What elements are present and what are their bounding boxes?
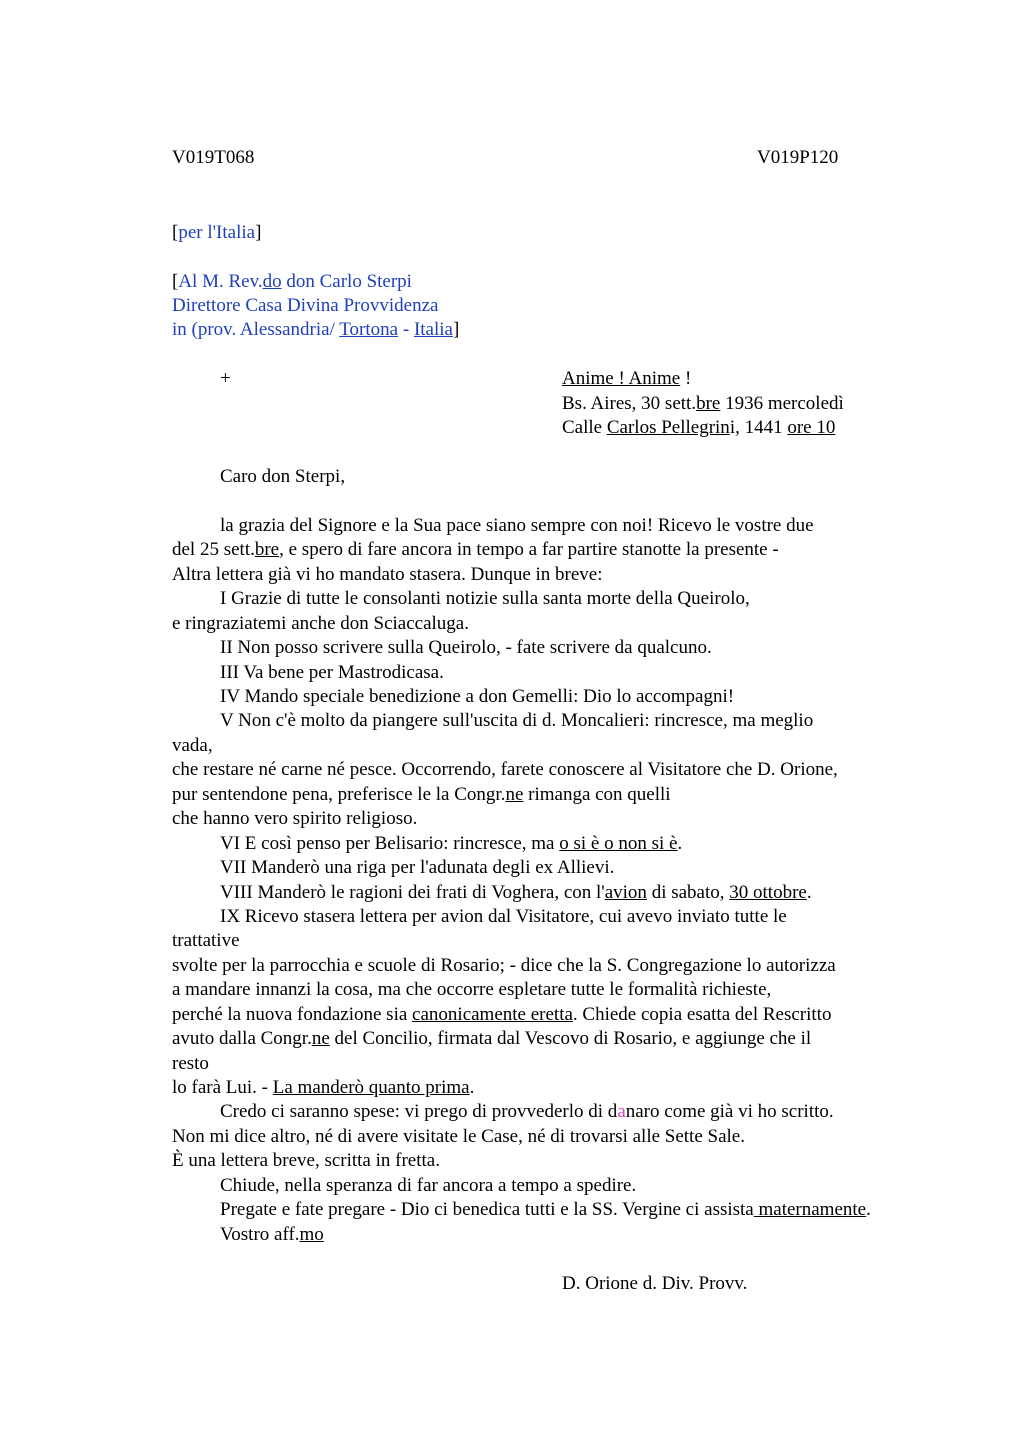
document-code-right: V019P120 bbox=[757, 147, 839, 168]
signature: D. Orione d. Div. Provv. bbox=[562, 1273, 748, 1294]
body-line: È una lettera breve, scritta in fretta. bbox=[172, 1150, 440, 1171]
body-line: pur sentendone pena, preferisce le la Congr.ne rimanga con quelli bbox=[172, 784, 671, 805]
body-line: vada, bbox=[172, 735, 213, 756]
body-line: Credo ci saranno spese: vi prego di provvederlo di danaro come già vi ho scritto. bbox=[220, 1101, 834, 1122]
body-line: Non mi dice altro, né di avere visitate le Case, né di trovarsi alle Sette Sale. bbox=[172, 1126, 745, 1147]
cross-symbol: + bbox=[220, 368, 231, 389]
salutation: Caro don Sterpi, bbox=[220, 466, 346, 487]
body-line: perché la nuova fondazione sia canonicamente eretta. Chiede copia esatta del Rescritto bbox=[172, 1004, 832, 1025]
body-line: che hanno vero spirito religioso. bbox=[172, 808, 418, 829]
letter-date: Bs. Aires, 30 sett.bre 1936 mercoledì bbox=[562, 393, 844, 414]
body-line: lo farà Lui. - La manderò quanto prima. bbox=[172, 1077, 475, 1098]
body-line: trattative bbox=[172, 930, 240, 951]
body-line: svolte per la parrocchia e scuole di Rosario; - dice che la S. Congregazione lo autorizza bbox=[172, 955, 836, 976]
body-line: a mandare innanzi la cosa, ma che occorre espletare tutte le formalità richieste, bbox=[172, 979, 772, 1000]
body-line: III Va bene per Mastrodicasa. bbox=[220, 662, 444, 683]
body-line: Altra lettera già vi ho mandato stasera. Dunque in breve: bbox=[172, 564, 603, 585]
address-line-3: in (prov. Alessandria/ Tortona - Italia] bbox=[172, 319, 460, 340]
body-line: Pregate e fate pregare - Dio ci benedica tutti e la SS. Vergine ci assista maternamente. bbox=[220, 1199, 871, 1220]
sender-address: Calle Carlos Pellegrini, 1441 ore 10 bbox=[562, 417, 836, 438]
body-line: IV Mando speciale benedizione a don Gemelli: Dio lo accompagni! bbox=[220, 686, 735, 707]
body-line: VI E così penso per Belisario: rincresce, ma o si è o non si è. bbox=[220, 833, 683, 854]
body-line: che restare né carne né pesce. Occorrendo, farete conoscere al Visitatore che D. Orione, bbox=[172, 759, 838, 780]
body-line: II Non posso scrivere sulla Queirolo, - fate scrivere da qualcuno. bbox=[220, 637, 712, 658]
address-line-1: [Al M. Rev.do don Carlo Sterpi bbox=[172, 271, 412, 292]
body-line: e ringraziatemi anche don Sciaccaluga. bbox=[172, 613, 469, 634]
body-line: del 25 sett.bre, e spero di fare ancora in tempo a far partire stanotte la presente - bbox=[172, 539, 779, 560]
motto: Anime ! Anime ! bbox=[562, 368, 692, 389]
body-line: VII Manderò una riga per l'adunata degli ex Allievi. bbox=[220, 857, 615, 878]
body-line: VIII Manderò le ragioni dei frati di Voghera, con l'avion di sabato, 30 ottobre. bbox=[220, 882, 812, 903]
document-code-left: V019T068 bbox=[172, 147, 255, 168]
body-line: la grazia del Signore e la Sua pace siano sempre con noi! Ricevo le vostre due bbox=[220, 515, 814, 536]
body-line: avuto dalla Congr.ne del Concilio, firmata dal Vescovo di Rosario, e aggiunge che il bbox=[172, 1028, 812, 1049]
body-line: resto bbox=[172, 1053, 209, 1074]
body-line: V Non c'è molto da piangere sull'uscita di d. Moncalieri: rincresce, ma meglio bbox=[220, 710, 814, 731]
closing: Vostro aff.mo bbox=[220, 1224, 324, 1245]
body-line: Chiude, nella speranza di far ancora a tempo a spedire. bbox=[220, 1175, 637, 1196]
body-line: IX Ricevo stasera lettera per avion dal Visitatore, cui avevo inviato tutte le bbox=[220, 906, 787, 927]
body-line: I Grazie di tutte le consolanti notizie sulla santa morte della Queirolo, bbox=[220, 588, 750, 609]
routing-note: [per l'Italia] bbox=[172, 222, 262, 243]
address-line-2: Direttore Casa Divina Provvidenza bbox=[172, 295, 439, 316]
